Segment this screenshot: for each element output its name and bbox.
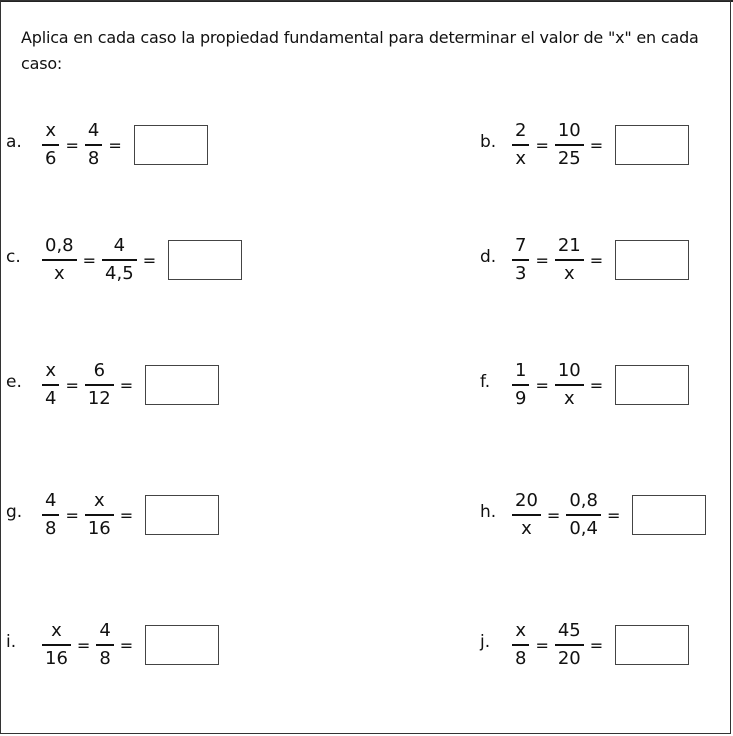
denominator: 4 — [45, 387, 57, 409]
denominator: x — [53, 262, 65, 284]
problem-label: b. — [480, 132, 497, 152]
fraction — [40, 360, 61, 410]
answer-box[interactable] — [145, 495, 219, 535]
answer-box[interactable] — [134, 125, 208, 165]
fraction — [510, 120, 531, 170]
proportion-expression — [40, 110, 208, 180]
proportion-expression — [510, 110, 689, 180]
denominator: 3 — [515, 262, 527, 284]
numerator: 10 — [557, 120, 581, 142]
fraction — [510, 360, 531, 410]
proportion-expression — [510, 225, 689, 295]
numerator: 2 — [515, 120, 527, 142]
denominator: x — [563, 262, 575, 284]
fraction — [553, 360, 586, 410]
proportion-expression — [40, 350, 219, 420]
denominator: 9 — [515, 387, 527, 409]
equals-sign: = — [589, 135, 604, 155]
denominator: 16 — [87, 517, 111, 539]
equals-sign: = — [535, 635, 549, 655]
equals-sign: = — [65, 505, 79, 525]
equals-sign: = — [535, 375, 549, 395]
proportion-expression — [510, 480, 706, 550]
answer-box[interactable] — [145, 625, 219, 665]
fraction — [100, 235, 139, 285]
problem-label: i. — [6, 632, 17, 652]
proportion-expression — [40, 480, 219, 550]
numerator: 21 — [557, 235, 581, 257]
equals-sign: = — [589, 635, 604, 655]
proportion-expression — [40, 610, 219, 680]
fraction — [553, 235, 586, 285]
numerator: 0,8 — [569, 490, 598, 512]
denominator: x — [521, 517, 532, 539]
equals-sign: = — [606, 505, 621, 525]
denominator: 0,4 — [569, 517, 598, 539]
equals-sign: = — [119, 505, 134, 525]
problem-label: g. — [6, 502, 23, 522]
denominator: 8 — [45, 517, 57, 539]
numerator: 4 — [87, 120, 100, 142]
numerator: 20 — [515, 490, 538, 512]
equals-sign: = — [76, 635, 91, 655]
fraction — [40, 490, 61, 540]
numerator: 4 — [113, 235, 126, 257]
numerator: 10 — [557, 360, 581, 382]
numerator: 4 — [45, 490, 57, 512]
equals-sign: = — [589, 375, 604, 395]
fraction — [83, 490, 116, 540]
problem-label: a. — [6, 132, 22, 152]
fraction — [564, 490, 603, 540]
equals-sign: = — [65, 135, 79, 155]
equals-sign: = — [108, 135, 122, 155]
answer-box[interactable] — [632, 495, 706, 535]
answer-box[interactable] — [145, 365, 219, 405]
denominator: 12 — [87, 387, 111, 409]
denominator: 16 — [45, 647, 68, 669]
numerator: 7 — [515, 235, 527, 257]
denominator: 4,5 — [105, 262, 134, 284]
numerator: 4 — [99, 620, 111, 642]
problem-label: f. — [480, 372, 491, 392]
equals-sign: = — [142, 250, 157, 270]
denominator: 20 — [557, 647, 581, 669]
problem-label: j. — [480, 632, 491, 652]
numerator: 0,8 — [45, 235, 74, 257]
fraction — [94, 620, 115, 670]
equals-sign: = — [589, 250, 604, 270]
numerator: 45 — [557, 620, 581, 642]
denominator: x — [563, 387, 575, 409]
fraction — [40, 235, 79, 285]
fraction — [40, 120, 61, 170]
equals-sign: = — [535, 135, 549, 155]
answer-box[interactable] — [615, 125, 689, 165]
numerator: x — [45, 360, 57, 382]
proportion-expression — [510, 350, 689, 420]
numerator: x — [515, 620, 527, 642]
denominator: x — [515, 147, 527, 169]
equals-sign: = — [546, 505, 561, 525]
fraction — [83, 360, 116, 410]
equals-sign: = — [535, 250, 549, 270]
numerator: 6 — [93, 360, 106, 382]
answer-box[interactable] — [168, 240, 242, 280]
fraction — [553, 120, 586, 170]
equals-sign: = — [82, 250, 97, 270]
proportion-expression — [40, 225, 242, 295]
numerator: x — [45, 120, 57, 142]
equals-sign: = — [119, 635, 134, 655]
denominator: 8 — [99, 647, 111, 669]
equals-sign: = — [65, 375, 79, 395]
fraction — [510, 235, 531, 285]
fraction — [510, 620, 531, 670]
problem-label: h. — [480, 502, 497, 522]
denominator: 6 — [45, 147, 57, 169]
instructions-text: Aplica en cada caso la propiedad fundamental para determinar el valor de "x" en cada caso: — [21, 28, 699, 73]
numerator: x — [51, 620, 62, 642]
denominator: 8 — [515, 647, 527, 669]
problem-label: e. — [6, 372, 22, 392]
denominator: 25 — [557, 147, 581, 169]
numerator: 1 — [515, 360, 527, 382]
numerator: x — [93, 490, 105, 512]
problem-label: c. — [6, 247, 21, 267]
problem-label: d. — [480, 247, 497, 267]
proportion-expression — [510, 610, 689, 680]
fraction — [40, 620, 73, 670]
fraction — [510, 490, 543, 540]
answer-box[interactable] — [615, 240, 689, 280]
answer-box[interactable] — [615, 625, 689, 665]
answer-box[interactable] — [615, 365, 689, 405]
denominator: 8 — [87, 147, 100, 169]
equals-sign: = — [119, 375, 134, 395]
fraction — [553, 620, 586, 670]
fraction — [83, 120, 104, 170]
